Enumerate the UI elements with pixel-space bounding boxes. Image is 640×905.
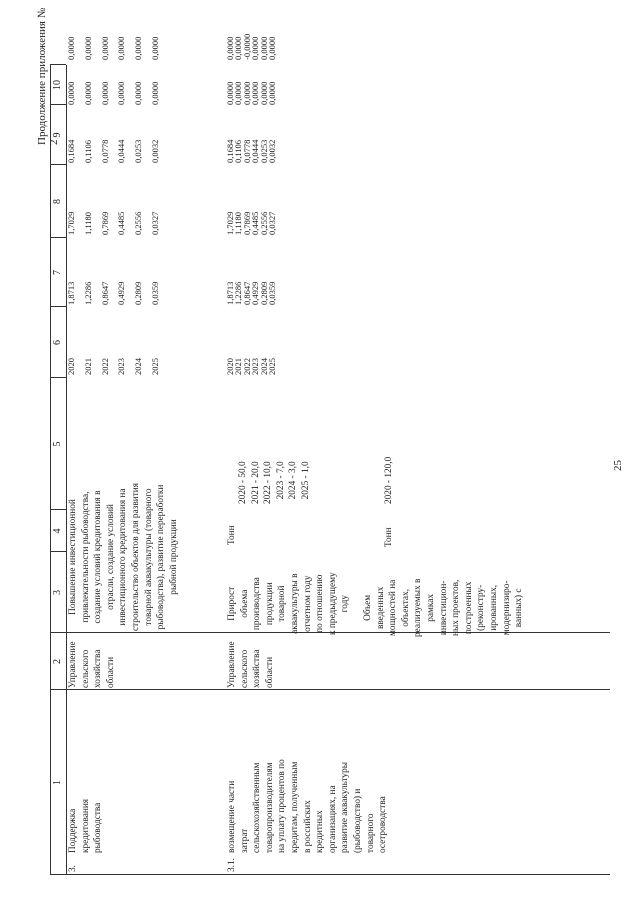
header-col-4: 4 xyxy=(52,528,63,534)
row31-col6: 1,8713 1,2286 0,8647 0,4929 0,2809 0,0359 xyxy=(225,281,278,305)
row3-col7: 1,7029 1,1180 0,7869 0,4485 0,2556 0,0327 xyxy=(66,211,161,235)
row3-col6: 1,8713 1,2286 0,8647 0,4929 0,2809 0,0359 xyxy=(66,281,161,305)
header-col-3: 3 xyxy=(52,590,63,595)
row3-title: Поддержка кредитования рыбоводства xyxy=(68,798,104,853)
page-number: 25 xyxy=(612,460,624,471)
row31-title: возмещение части затрат сельскохозяйственным товаропроизводителям на уплату процентов по кредитам, полученным в российских кредитных организациях, на развитие аквакультуры (рыбоводство) и товарного осетроводства xyxy=(227,759,389,853)
header-col-2: 2 xyxy=(52,659,63,664)
row31-indicator-1: Прирост объема производства продукции товарной аквакультуры в отчетном году по отношению к предыдущему году xyxy=(227,572,351,635)
row31-col10: 0,0000 0,0000 -0,0000 0,0000 0,0000 0,0000 xyxy=(225,33,278,60)
row31-col8: 0,1684 0,1106 0,0778 0,0444 0,0253 0,0032 xyxy=(225,139,278,163)
row31-plan-2: 2020 - 120,0 xyxy=(384,456,394,504)
row31-col9: 0,0000 0,0000 0,0000 0,0000 0,0000 0,0000 xyxy=(225,81,278,105)
row31-unit-2: Тонн xyxy=(384,527,394,547)
row31-col7: 1,7029 1,1180 0,7869 0,4485 0,2556 0,0327 xyxy=(225,211,278,235)
row3-col9: 0,0000 0,0000 0,0000 0,0000 0,0000 0,0000 xyxy=(66,81,161,105)
row31-indicator-2: Объем введенных мощностей на объектах, реализуемых в рамках инвестицион- ных проектов, построенных (реконстру- ированных, модернизиро- ванных) с xyxy=(363,578,525,637)
row31-unit-1: Тонн xyxy=(227,525,237,545)
header-col-9: 9 xyxy=(52,132,63,138)
header-col-6: 6 xyxy=(52,340,63,345)
row3-number: 3. xyxy=(68,865,78,872)
row3-col10: 0,0000 0,0000 0,0000 0,0000 0,0000 0,0000 xyxy=(66,36,161,60)
header-col-5: 5 xyxy=(52,441,63,447)
row3-years: 2020 2021 2022 2023 2024 2025 xyxy=(66,358,161,375)
header-col-10: 10 xyxy=(52,80,63,90)
row31-executor: Управление сельского хозяйства области xyxy=(227,641,275,688)
header-col-8: 8 xyxy=(52,199,63,204)
row3-description: Повышение инвестиционной привлекательности рыбоводства, создание условий кредитования в отрасли, создание условий инвестиционного кредитования на строительство объектов для развития товарной аквакультуры (товарного рыбоводства), развитие переработки рыбной продукции xyxy=(68,482,179,631)
row31-plan-1: 2020 - 50,0 2021 - 20,0 2022 - 10,0 2023 - 7,0 2024 - 3,0 2025 - 1,0 xyxy=(238,461,311,504)
col-divider-1 xyxy=(50,689,610,690)
row3-executor: Управление сельского хозяйства области xyxy=(68,641,116,688)
table-left-border xyxy=(50,874,610,875)
continuation-label: Продолжение приложения № 2 xyxy=(36,7,60,145)
header-col-7: 7 xyxy=(52,270,63,275)
row31-years: 2020 2021 2022 2023 2024 2025 xyxy=(225,358,278,375)
row31-number: 3.1. xyxy=(227,858,237,872)
header-bottom-border xyxy=(66,65,67,875)
header-col-1: 1 xyxy=(52,780,63,785)
row3-col8: 0,1684 0,1106 0,0778 0,0444 0,0253 0,0032 xyxy=(66,139,161,163)
